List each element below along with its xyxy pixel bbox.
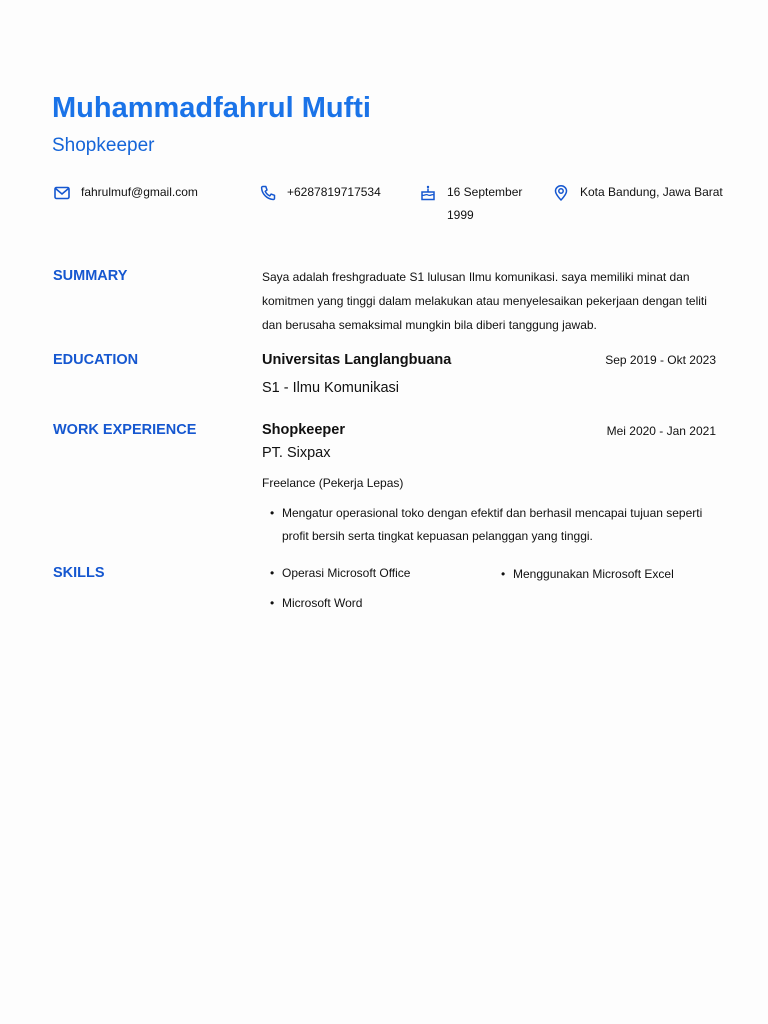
location-pin-icon: [552, 184, 570, 202]
mail-icon: [53, 184, 71, 202]
contact-location: [552, 186, 723, 204]
work-company: PT. Sixpax: [262, 445, 331, 461]
email-text: fahrulmuf@gmail.com: [81, 185, 198, 199]
candidate-role: Shopkeeper: [52, 135, 155, 156]
work-employment-type: Freelance (Pekerja Lepas): [262, 476, 404, 490]
candidate-name: Muhammadfahrul Mufti: [52, 92, 371, 124]
contact-phone[interactable]: [259, 186, 381, 204]
skill-item: • Microsoft Word: [270, 592, 362, 615]
work-dates: Mei 2020 - Jan 2021: [606, 424, 716, 438]
birthday-text: 16 September 1999: [447, 185, 523, 222]
contact-birthday: [419, 186, 532, 227]
location-text: Kota Bandung, Jawa Barat: [580, 185, 723, 199]
education-degree: S1 - Ilmu Komunikasi: [262, 380, 399, 396]
cake-icon: [419, 184, 437, 202]
work-heading: WORK EXPERIENCE: [53, 422, 197, 438]
skill-item: • Operasi Microsoft Office: [270, 562, 410, 585]
education-dates: Sep 2019 - Okt 2023: [605, 353, 716, 367]
phone-text: +6287819717534: [287, 185, 381, 199]
contact-email[interactable]: [53, 186, 198, 204]
work-position: Shopkeeper: [262, 422, 345, 438]
phone-icon: [259, 184, 277, 202]
skills-heading: SKILLS: [53, 565, 105, 581]
summary-text: Saya adalah freshgraduate S1 lulusan Ilmu komunikasi. saya memiliki minat dan komitmen yang tinggi dalam melakukan atau menyelesaikan pekerjaan dengan teliti dan berusaha semaksimal mungkin bila diberi tanggung jawab.: [262, 270, 707, 332]
work-bullet: • Mengatur operasional toko dengan efektif dan berhasil mencapai tujuan seperti profit bersih serta tingkat kepuasan pelanggan yang tinggi.: [270, 502, 727, 548]
education-school: Universitas Langlangbuana: [262, 352, 452, 368]
summary-heading: SUMMARY: [53, 268, 128, 284]
education-heading: EDUCATION: [53, 352, 139, 368]
skill-item: • Menggunakan Microsoft Excel: [501, 563, 674, 586]
